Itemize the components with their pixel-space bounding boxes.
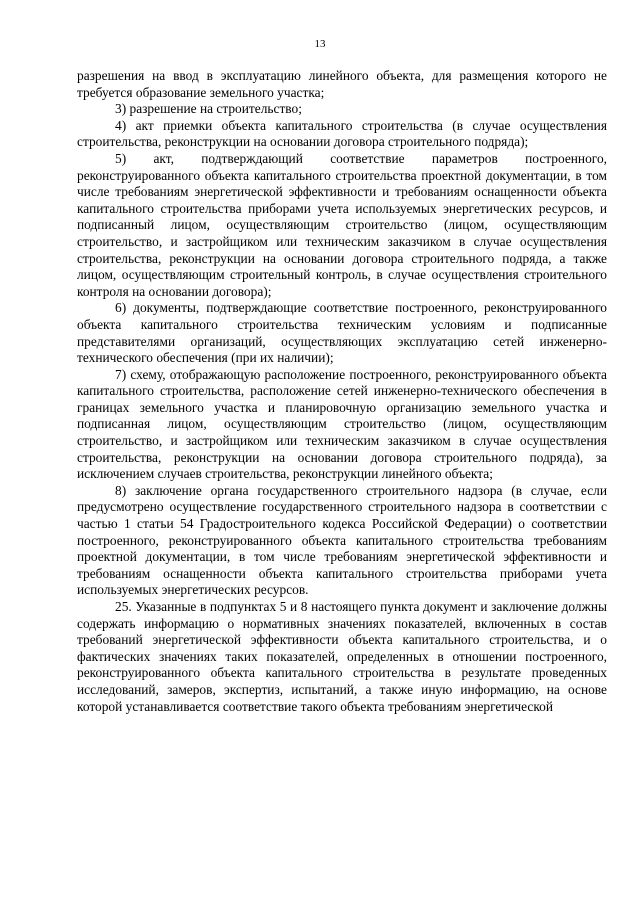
paragraph-item-7: 7) схему, отображающую расположение построенного, реконструированного объекта капитального строительства, расположение сетей инженерно-технического обеспечения в границах земельного участка и планировочную организацию земельного участка и подписанная лицом, осуществляющим строительство (лицом, осуществляющим строительство, и застройщиком или техническим заказчиком в случае осуществления строительства, реконструкции на основании договора строительного подряда), за исключением случаев строительства, реконструкции линейного объекта; (77, 366, 607, 482)
paragraph-item-4: 4) акт приемки объекта капитального строительства (в случае осуществления строительства, реконструкции на основании договора строительного подряда); (77, 117, 607, 150)
paragraph-item-8: 8) заключение органа государственного строительного надзора (в случае, если предусмотрено осуществление государственного строительного надзора в соответствии с частью 1 статьи 54 Градостроительного кодекса Российской Федерации) о соответствии построенного, реконструированного объекта капитального строительства требованиям проектной документации, в том числе требованиям энергетической эффективности и требованиям оснащенности объекта капитального строительства приборами учета используемых энергетических ресурсов. (77, 482, 607, 598)
paragraph-item-3: 3) разрешение на строительство; (115, 101, 302, 117)
page-number: 13 (314, 38, 326, 50)
paragraph-continuation: разрешения на ввод в эксплуатацию линейного объекта, для размещения которого не требуется образование земельного участка; (77, 68, 607, 100)
document-body (77, 68, 607, 715)
paragraph-item-5: 5) акт, подтверждающий соответствие параметров построенного, реконструированного объекта капитального строительства проектной документации, в том числе требованиям энергетической эффективности и требованиям оснащенности объекта капитального строительства приборами учета используемых энергетических ресурсов, и подписанный лицом, осуществляющим строительство (лицом, осуществляющим строительство, и застройщиком или техническим заказчиком в случае осуществления строительства, реконструкции на основании договора строительного подряда, а также лицом, осуществляющим строительный контроль, в случае осуществления строительного контроля на основании договора); (77, 150, 607, 299)
paragraph-item-6: 6) документы, подтверждающие соответствие построенного, реконструированного объекта капитального строительства техническим условиям и подписанные представителями организаций, осуществляющих эксплуатацию сетей инженерно-технического обеспечения (при их наличии); (77, 300, 607, 366)
paragraph-clause-25: 25. Указанные в подпунктах 5 и 8 настоящего пункта документ и заключение должны содержать информацию о нормативных значениях показателей, включенных в состав требований энергетической эффективности объекта капитального строительства, и о фактических значениях таких показателей, определенных в отношении построенного, реконструированного объекта капитального строительства в результате проведенных исследований, замеров, экспертиз, испытаний, а также иную информацию, на основе которой устанавливается соответствие такого объекта требованиям энергетической (77, 599, 607, 714)
